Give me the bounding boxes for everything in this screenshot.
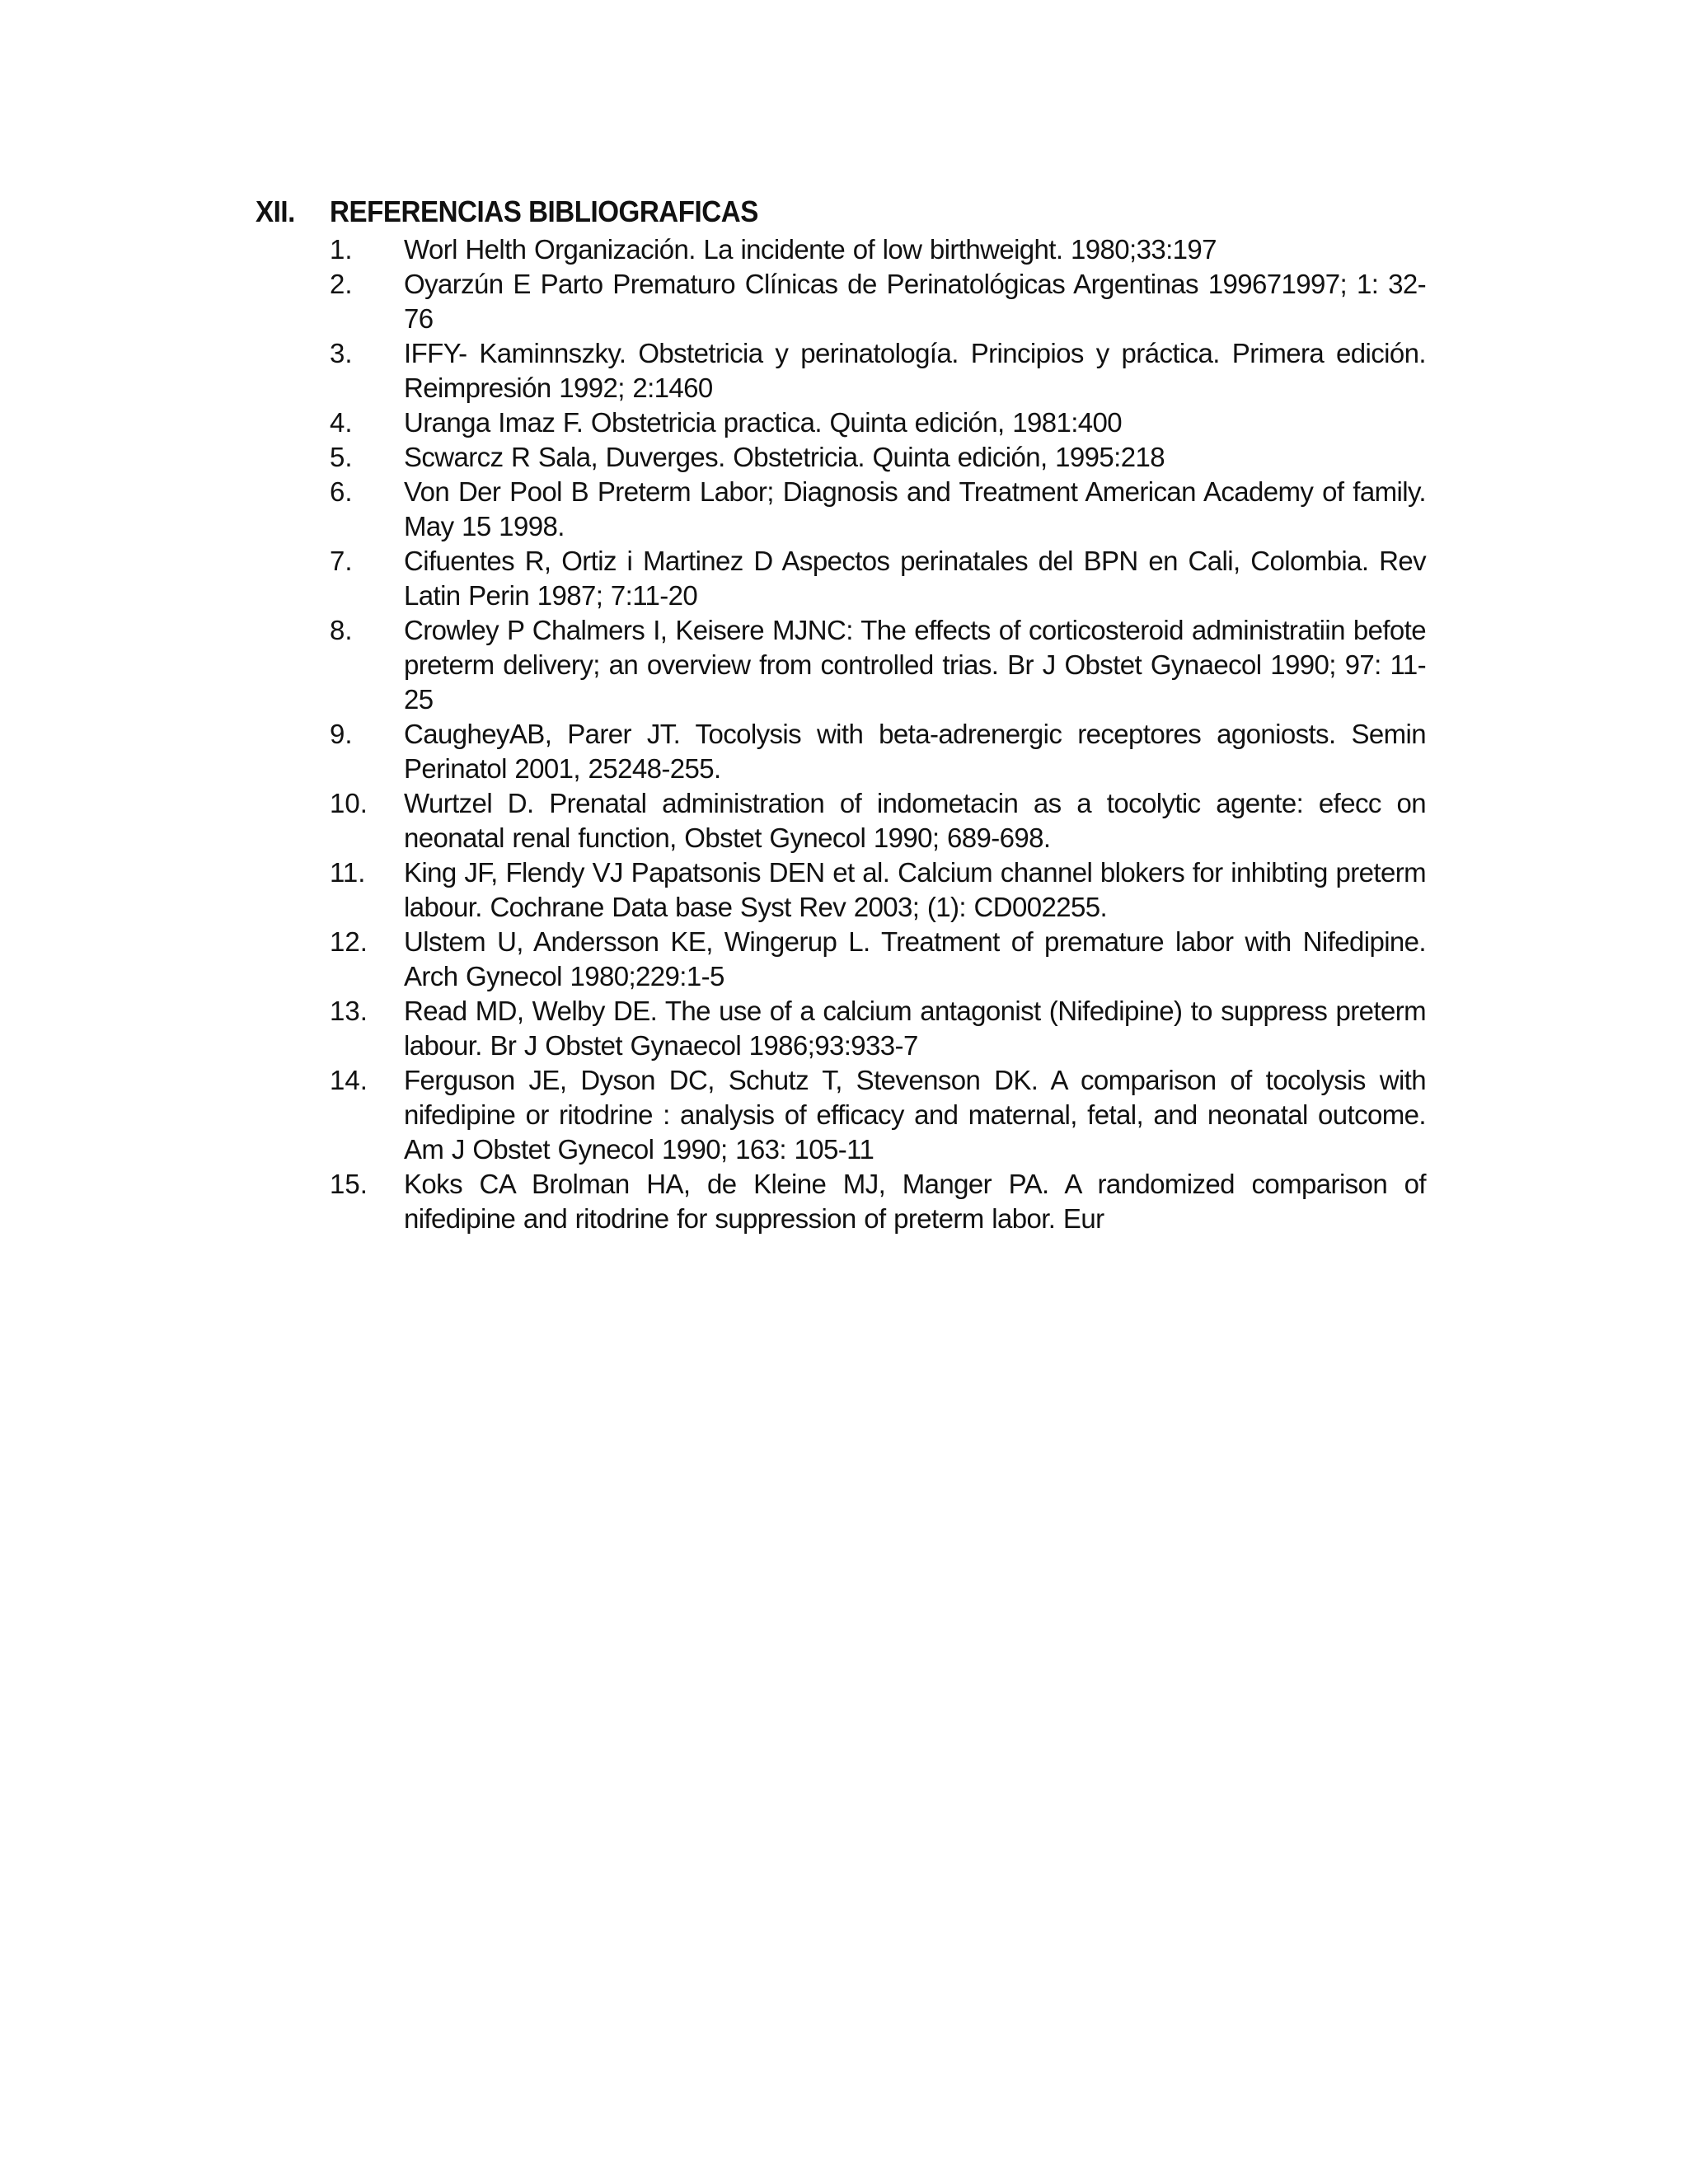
reference-item-2 bbox=[330, 267, 1426, 336]
section-number: XII. bbox=[256, 194, 295, 228]
reference-text: Worl Helth Organización. La incidente of low birthweight. 1980;33:197 bbox=[404, 234, 1217, 265]
reference-item-14 bbox=[330, 1063, 1426, 1167]
reference-number: 5. bbox=[330, 442, 353, 472]
reference-number: 10. bbox=[330, 788, 368, 818]
reference-text: Koks CA Brolman HA, de Kleine MJ, Manger PA. A randomized comparison of nifedipine and ritodrine for suppression of preterm labor. Eur bbox=[404, 1169, 1426, 1234]
reference-item-11 bbox=[330, 855, 1426, 925]
reference-text: Cifuentes R, Ortiz i Martinez D Aspectos perinatales del BPN en Cali, Colombia. Rev Latin Perin 1987; 7:11-20 bbox=[404, 546, 1426, 611]
reference-item-12 bbox=[330, 925, 1426, 994]
references-section bbox=[256, 194, 1426, 1236]
reference-number: 11. bbox=[330, 857, 366, 888]
reference-text: Crowley P Chalmers I, Keisere MJNC: The effects of corticosteroid administratiin befote preterm delivery; an overview from controlled trias. Br J Obstet Gynaecol 1990; 97: 11-25 bbox=[404, 615, 1426, 715]
reference-list bbox=[256, 232, 1426, 1236]
reference-text: Uranga Imaz F. Obstetricia practica. Quinta edición, 1981:400 bbox=[404, 407, 1123, 438]
reference-item-5 bbox=[330, 440, 1426, 475]
reference-number: 13. bbox=[330, 996, 368, 1026]
reference-number: 2. bbox=[330, 269, 353, 299]
reference-number: 8. bbox=[330, 615, 353, 645]
reference-text: King JF, Flendy VJ Papatsonis DEN et al. Calcium channel blokers for inhibting preterm labour. Cochrane Data base Syst Rev 2003; (1): CD002255. bbox=[404, 857, 1426, 922]
reference-item-1 bbox=[330, 232, 1426, 267]
reference-number: 3. bbox=[330, 338, 353, 368]
reference-text: Scwarcz R Sala, Duverges. Obstetricia. Quinta edición, 1995:218 bbox=[404, 442, 1165, 472]
reference-number: 1. bbox=[330, 234, 353, 265]
reference-item-13 bbox=[330, 994, 1426, 1063]
reference-number: 9. bbox=[330, 719, 353, 749]
reference-number: 15. bbox=[330, 1169, 368, 1199]
reference-text: Ulstem U, Andersson KE, Wingerup L. Treatment of premature labor with Nifedipine. Arch Gynecol 1980;229:1-5 bbox=[404, 926, 1426, 991]
reference-text: Ferguson JE, Dyson DC, Schutz T, Stevenson DK. A comparison of tocolysis with nifedipine or ritodrine : analysis of efficacy and maternal, fetal, and neonatal outcome. Am J Obstet Gynecol 1990; 163: 105-11 bbox=[404, 1065, 1426, 1165]
reference-text: IFFY- Kaminnszky. Obstetricia y perinatología. Principios y práctica. Primera edición. Reimpresión 1992; 2:1460 bbox=[404, 338, 1426, 403]
reference-item-7 bbox=[330, 544, 1426, 613]
reference-item-4 bbox=[330, 405, 1426, 440]
reference-text: Wurtzel D. Prenatal administration of indometacin as a tocolytic agente: efecc on neonatal renal function, Obstet Gynecol 1990; 689-698. bbox=[404, 788, 1426, 853]
reference-item-6 bbox=[330, 475, 1426, 544]
reference-number: 7. bbox=[330, 546, 353, 576]
section-header bbox=[256, 194, 1426, 232]
reference-number: 14. bbox=[330, 1065, 368, 1095]
reference-number: 12. bbox=[330, 926, 368, 957]
reference-item-10 bbox=[330, 786, 1426, 855]
reference-item-9 bbox=[330, 717, 1426, 786]
reference-item-15 bbox=[330, 1167, 1426, 1236]
reference-text: Von Der Pool B Preterm Labor; Diagnosis and Treatment American Academy of family. May 15 1998. bbox=[404, 476, 1426, 541]
reference-number: 4. bbox=[330, 407, 353, 438]
reference-text: Oyarzún E Parto Prematuro Clínicas de Perinatológicas Argentinas 199671997; 1: 32-76 bbox=[404, 269, 1426, 334]
reference-text: CaugheyAB, Parer JT. Tocolysis with beta-adrenergic receptores agoniosts. Semin Perinatol 2001, 25248-255. bbox=[404, 719, 1426, 784]
reference-number: 6. bbox=[330, 476, 353, 507]
section-title: REFERENCIAS BIBLIOGRAFICAS bbox=[330, 194, 758, 228]
reference-text: Read MD, Welby DE. The use of a calcium antagonist (Nifedipine) to suppress preterm labour. Br J Obstet Gynaecol 1986;93:933-7 bbox=[404, 996, 1426, 1061]
reference-item-3 bbox=[330, 336, 1426, 405]
reference-item-8 bbox=[330, 613, 1426, 717]
